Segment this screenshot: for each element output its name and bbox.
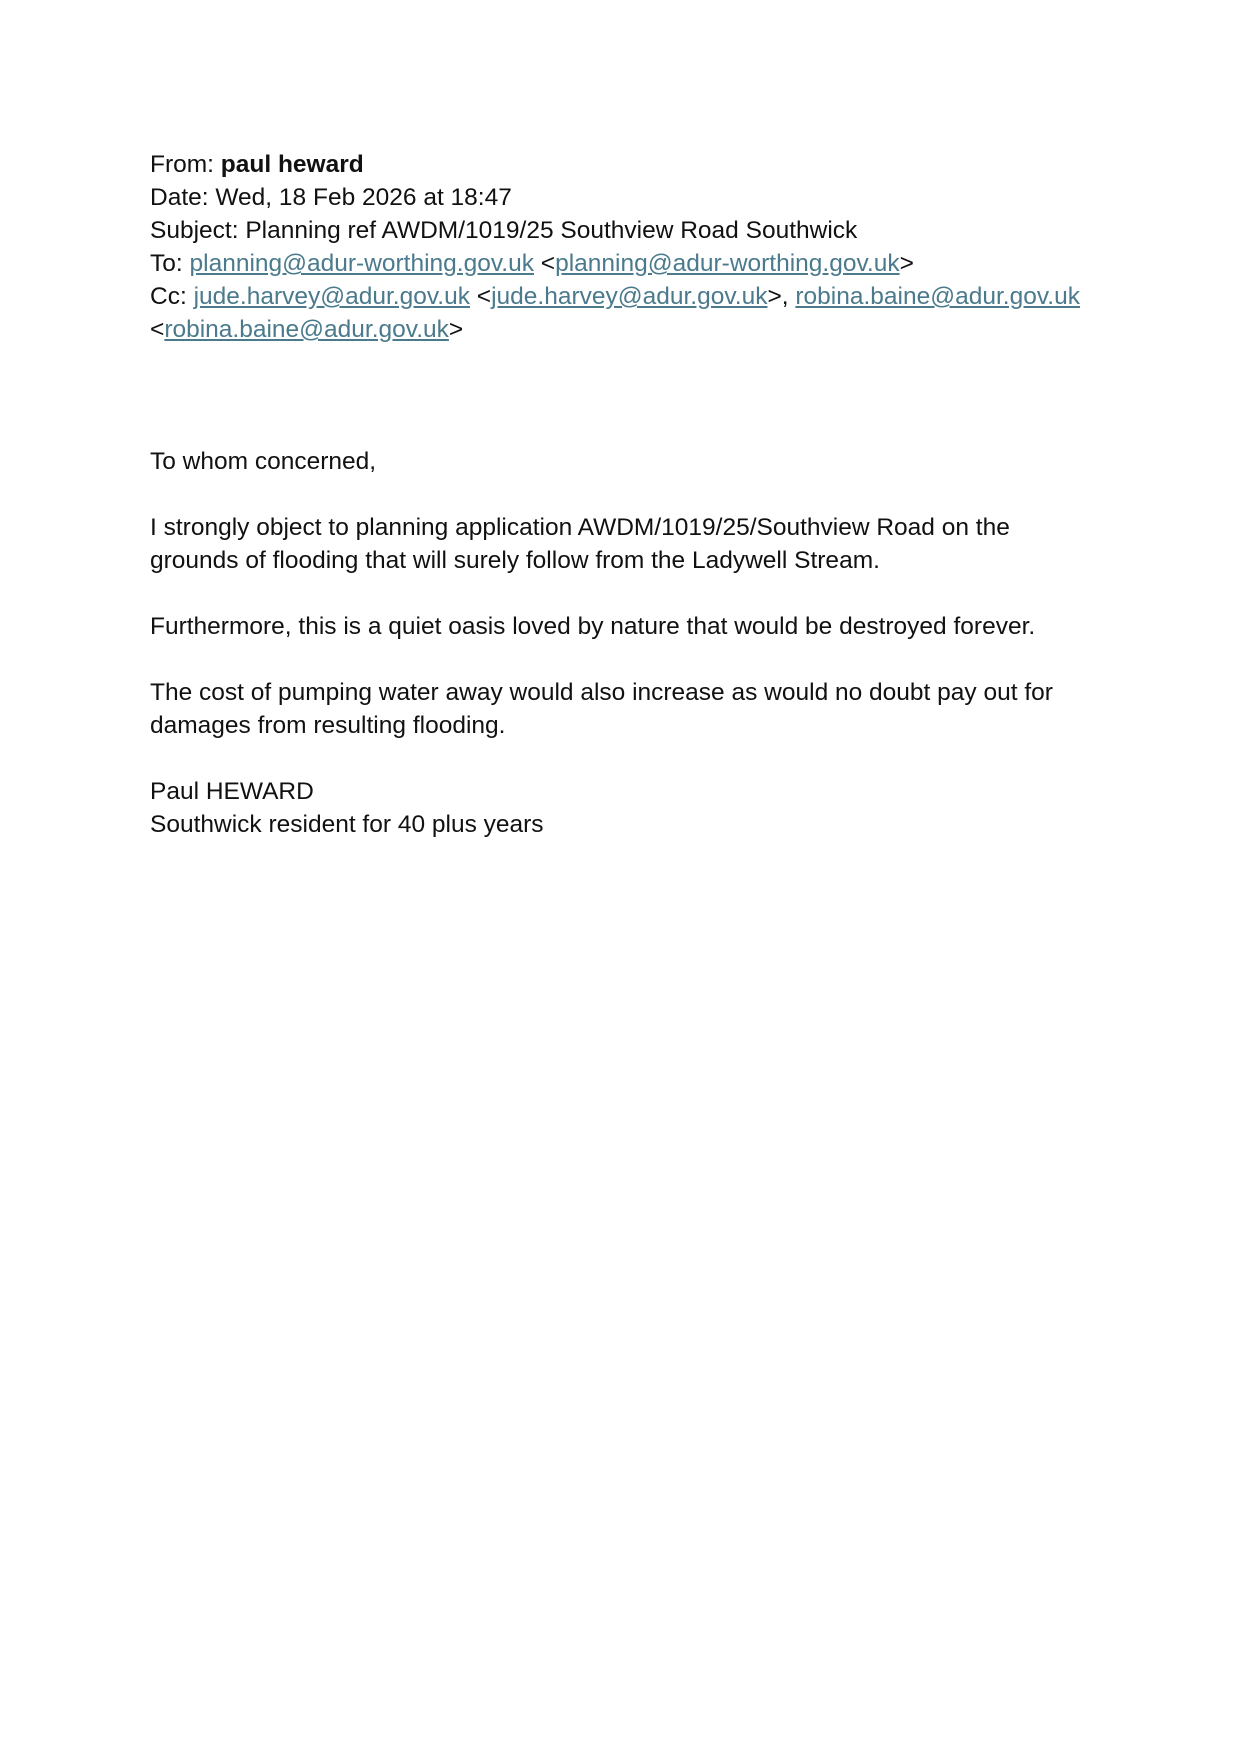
- subject-label: Subject:: [150, 217, 239, 244]
- to-line: To: planning@adur-worthing.gov.uk <planning@adur-worthing.gov.uk>: [150, 250, 914, 277]
- header-body-spacer: [150, 346, 1090, 445]
- cc-label: Cc:: [150, 283, 187, 310]
- body-paragraph-1: I strongly object to planning application AWDM/1019/25/Southview Road on the grounds of flooding that will surely follow from the Ladywell Stream.: [150, 514, 1010, 574]
- cc-email-link-1[interactable]: jude.harvey@adur.gov.uk: [193, 283, 470, 310]
- cc-email-link-1-angle[interactable]: jude.harvey@adur.gov.uk: [491, 283, 768, 310]
- subject-value: Planning ref AWDM/1019/25 Southview Road Southwick: [245, 217, 858, 244]
- signature-name: Paul HEWARD: [150, 778, 314, 805]
- email-document: [150, 148, 1090, 841]
- from-line: [150, 148, 1090, 181]
- to-email-link[interactable]: planning@adur-worthing.gov.uk: [189, 250, 534, 277]
- from-label: From:: [150, 151, 214, 178]
- cc-email-link-2[interactable]: robina.baine@adur.gov.uk: [795, 283, 1080, 310]
- signature-note: Southwick resident for 40 plus years: [150, 811, 544, 838]
- body-paragraph-3: The cost of pumping water away would also increase as would no doubt pay out for damages from resulting flooding.: [150, 679, 1053, 739]
- to-email-link-angle[interactable]: planning@adur-worthing.gov.uk: [555, 250, 900, 277]
- signature: [150, 775, 1090, 841]
- date-line: [150, 181, 1090, 214]
- body-paragraph-2: Furthermore, this is a quiet oasis loved by nature that would be destroyed forever.: [150, 613, 1036, 640]
- greeting: To whom concerned,: [150, 448, 377, 475]
- cc-line: Cc: jude.harvey@adur.gov.uk <jude.harvey@adur.gov.uk>, robina.baine@adur.gov.uk <robina.baine@adur.gov.uk>: [150, 283, 1080, 343]
- cc-email-link-2-angle[interactable]: robina.baine@adur.gov.uk: [164, 316, 449, 343]
- to-label: To:: [150, 250, 183, 277]
- subject-line: [150, 214, 1090, 247]
- date-label: Date:: [150, 184, 209, 211]
- sender-name: paul heward: [220, 151, 364, 178]
- date-value: Wed, 18 Feb 2026 at 18:47: [215, 184, 512, 211]
